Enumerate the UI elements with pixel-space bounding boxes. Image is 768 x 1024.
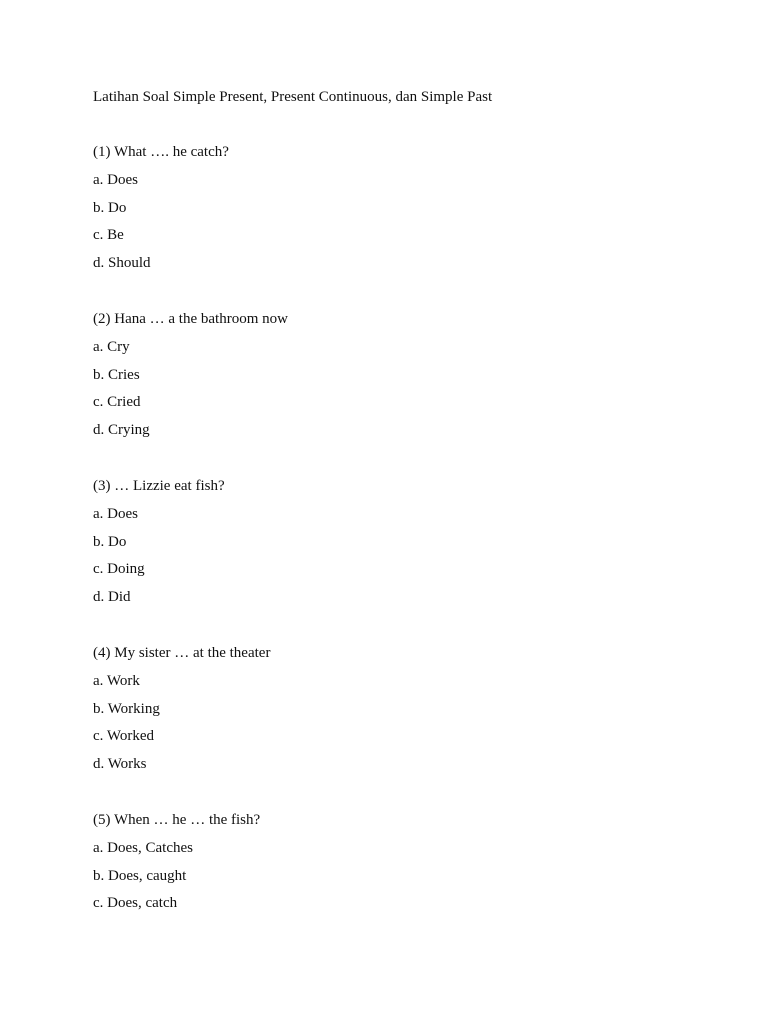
- question-text: (4) My sister … at the theater: [93, 645, 271, 661]
- question-text: (3) … Lizzie eat fish?: [93, 478, 225, 494]
- option-b: b. Do: [93, 199, 127, 216]
- option-a: a. Work: [93, 672, 140, 689]
- option-d: d. Crying: [93, 422, 150, 439]
- question-text: (5) When … he … the fish?: [93, 812, 261, 828]
- question-5: [93, 810, 693, 921]
- option-d: d. Should: [93, 255, 151, 272]
- question-4: [93, 643, 693, 782]
- question-2: [93, 309, 693, 448]
- question-1: [93, 142, 693, 281]
- option-a: a. Does, Catches: [93, 839, 193, 856]
- option-b: b. Working: [93, 700, 160, 717]
- option-b: b. Do: [93, 533, 127, 550]
- option-a: a. Does: [93, 171, 138, 188]
- option-b: b. Cries: [93, 366, 140, 383]
- option-a: a. Does: [93, 505, 138, 522]
- document-title: Latihan Soal Simple Present, Present Continuous, dan Simple Past: [93, 89, 493, 105]
- option-d: d. Works: [93, 756, 147, 773]
- question-text: (2) Hana … a the bathroom now: [93, 311, 288, 327]
- option-b: b. Does, caught: [93, 867, 187, 884]
- option-d: d. Did: [93, 589, 131, 606]
- question-text: (1) What …. he catch?: [93, 144, 229, 160]
- option-c: c. Be: [93, 227, 124, 244]
- question-3: [93, 476, 693, 615]
- option-a: a. Cry: [93, 338, 130, 355]
- option-c: c. Cried: [93, 394, 141, 411]
- option-c: c. Doing: [93, 561, 145, 578]
- option-c: c. Worked: [93, 728, 154, 745]
- option-c: c. Does, catch: [93, 895, 178, 912]
